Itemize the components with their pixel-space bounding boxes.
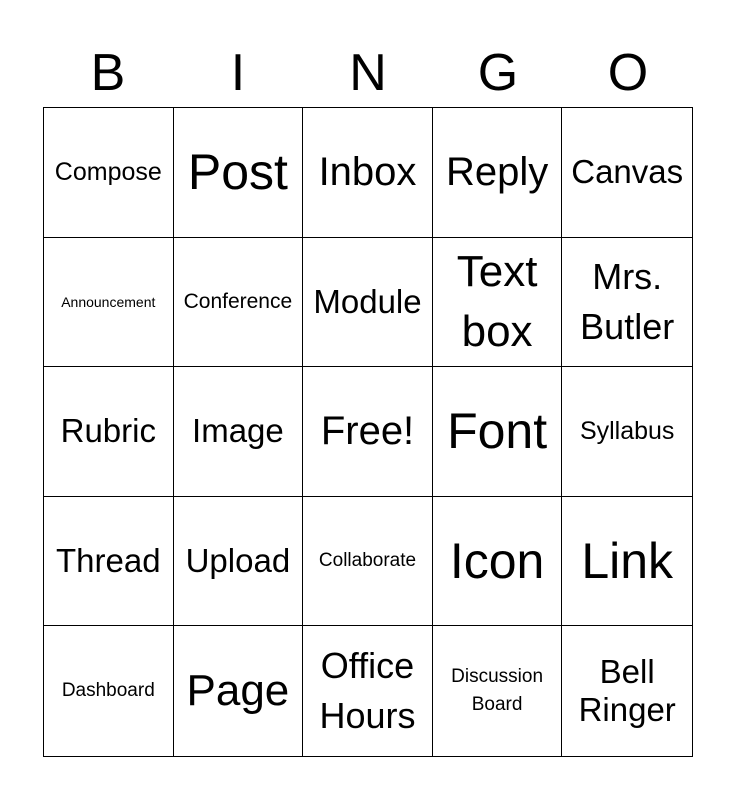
cell-label: Bell Ringer [578,653,676,729]
cell-label: Conference [183,290,293,314]
bingo-cell[interactable] [44,367,174,497]
bingo-cell[interactable] [433,626,563,756]
cell-label: Icon [449,533,545,590]
cell-label: Text box [456,246,538,356]
bingo-cell[interactable] [303,238,433,368]
header-letter-n: N [349,44,387,102]
header-letter-g: G [477,44,519,102]
cell-label: Mrs. Butler [580,255,675,347]
bingo-cell[interactable] [174,497,304,627]
bingo-cell[interactable] [174,108,304,238]
bingo-cell[interactable] [562,626,692,756]
bingo-cell[interactable] [562,238,692,368]
bingo-header [43,40,693,106]
bingo-cell[interactable] [174,238,304,368]
cell-label: Announcement [61,293,156,310]
bingo-cell[interactable] [44,108,174,238]
bingo-cell[interactable] [174,626,304,756]
bingo-cell[interactable] [562,108,692,238]
cell-label: Module [313,282,422,320]
bingo-cell[interactable] [433,367,563,497]
bingo-cell[interactable] [433,238,563,368]
bingo-cell[interactable] [44,497,174,627]
cell-label: Reply [445,150,549,195]
cell-label: Canvas [571,153,684,191]
cell-label: Syllabus [579,417,675,446]
cell-label: Collaborate [318,550,417,572]
bingo-cell[interactable] [433,497,563,627]
header-letter-b: B [90,44,126,102]
cell-label: Thread [56,542,161,580]
bingo-cell[interactable] [433,108,563,238]
bingo-cell[interactable] [44,626,174,756]
cell-label: Office Hours [319,645,416,737]
bingo-cell[interactable] [303,108,433,238]
cell-label: Link [581,533,674,590]
bingo-cell[interactable] [44,238,174,368]
bingo-cell[interactable] [562,497,692,627]
bingo-cell[interactable] [562,367,692,497]
bingo-cell[interactable] [303,626,433,756]
cell-label: Image [192,412,284,450]
bingo-board [43,107,693,757]
cell-label: Free! [320,409,415,454]
bingo-cell[interactable] [303,497,433,627]
header-letter-o: O [607,44,649,102]
cell-label: Page [186,666,290,716]
cell-label: Discussion Board [451,666,544,716]
cell-label: Post [187,144,288,201]
header-letter-i: I [230,44,246,102]
cell-label: Rubric [60,412,156,450]
cell-label: Dashboard [61,680,155,702]
cell-label: Font [447,403,548,460]
bingo-cell free-space[interactable] [303,367,433,497]
cell-label: Inbox [318,150,417,195]
cell-label: Compose [54,158,162,187]
bingo-cell[interactable] [174,367,304,497]
cell-label: Upload [185,542,291,580]
